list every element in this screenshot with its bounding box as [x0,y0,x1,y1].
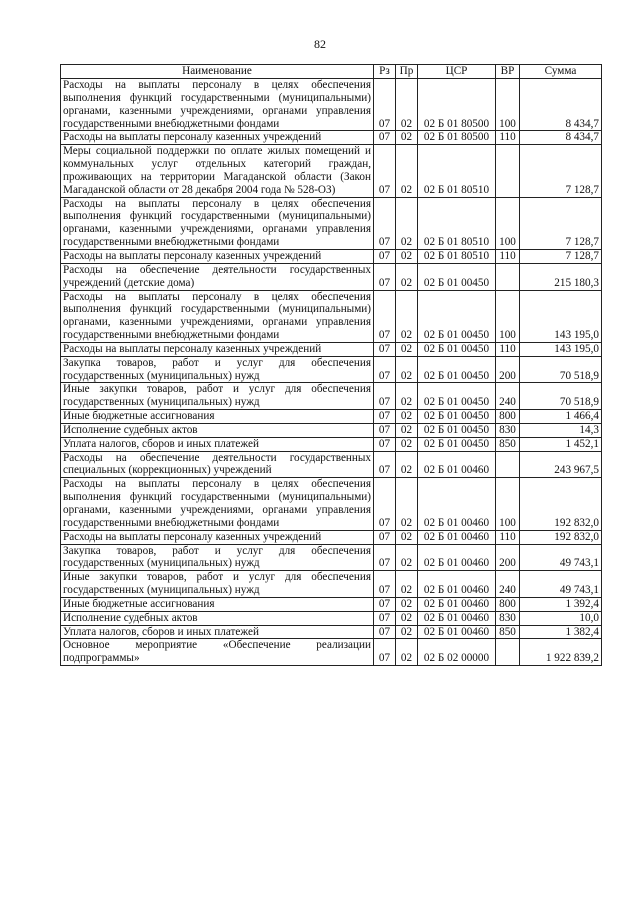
row-vr: 100 [496,478,520,530]
row-name: Уплата налогов, сборов и иных платежей [61,625,374,639]
row-vr: 240 [496,571,520,598]
header-sum: Сумма [520,65,602,79]
row-vr: 110 [496,530,520,544]
row-name: Основное мероприятие «Обеспечение реализации подпрограммы» [61,639,374,666]
row-csr: 02 Б 01 00460 [418,625,496,639]
row-name: Закупка товаров, работ и услуг для обеспечения государственных (муниципальных) нужд [61,544,374,571]
row-name: Закупка товаров, работ и услуг для обеспечения государственных (муниципальных) нужд [61,356,374,383]
row-rz: 07 [374,410,396,424]
row-pr: 02 [396,79,418,131]
row-sum: 192 832,0 [520,478,602,530]
row-sum: 70 518,9 [520,383,602,410]
table-row [61,131,602,145]
row-pr: 02 [396,544,418,571]
row-csr: 02 Б 01 80510 [418,145,496,197]
row-vr: 100 [496,290,520,342]
table-row [61,478,602,530]
row-pr: 02 [396,611,418,625]
row-vr: 800 [496,597,520,611]
row-csr: 02 Б 01 00450 [418,263,496,290]
row-vr [496,263,520,290]
row-rz: 07 [374,145,396,197]
row-sum: 1 452,1 [520,437,602,451]
row-name: Расходы на выплаты персоналу в целях обеспечения выполнения функций государственными (муниципальными) органами, казенными учреждениями, органами управления государственными внебюджетными фондами [61,197,374,249]
row-csr: 02 Б 01 80500 [418,131,496,145]
row-sum: 7 128,7 [520,197,602,249]
row-sum: 143 195,0 [520,342,602,356]
row-sum: 49 743,1 [520,544,602,571]
row-csr: 02 Б 01 00450 [418,383,496,410]
row-csr: 02 Б 02 00000 [418,639,496,666]
row-vr [496,639,520,666]
row-pr: 02 [396,478,418,530]
row-vr: 100 [496,79,520,131]
row-name: Иные бюджетные ассигнования [61,410,374,424]
table-row [61,290,602,342]
table-row [61,625,602,639]
row-pr: 02 [396,451,418,478]
row-sum: 8 434,7 [520,131,602,145]
row-name: Расходы на обеспечение деятельности государственных специальных (коррекционных) учреждений [61,451,374,478]
row-rz: 07 [374,342,396,356]
row-pr: 02 [396,342,418,356]
table-row [61,383,602,410]
table-row [61,597,602,611]
row-vr: 110 [496,342,520,356]
row-pr: 02 [396,356,418,383]
table-row [61,410,602,424]
row-vr: 850 [496,437,520,451]
row-vr: 850 [496,625,520,639]
row-vr: 100 [496,197,520,249]
table-row [61,423,602,437]
row-csr: 02 Б 01 00460 [418,478,496,530]
row-rz: 07 [374,544,396,571]
row-csr: 02 Б 01 00450 [418,342,496,356]
row-sum: 7 128,7 [520,145,602,197]
row-pr: 02 [396,625,418,639]
row-pr: 02 [396,197,418,249]
table-row [61,571,602,598]
row-pr: 02 [396,639,418,666]
row-name: Иные закупки товаров, работ и услуг для обеспечения государственных (муниципальных) нужд [61,571,374,598]
row-sum: 49 743,1 [520,571,602,598]
row-name: Расходы на выплаты персоналу казенных учреждений [61,342,374,356]
row-vr [496,451,520,478]
row-pr: 02 [396,263,418,290]
row-name: Меры социальной поддержки по оплате жилых помещений и коммунальных услуг отдельных категорий граждан, проживающих на территории Магаданской области (Закон Магаданской области от 28 декабря 2004 года № 528-ОЗ) [61,145,374,197]
table-row [61,639,602,666]
row-rz: 07 [374,290,396,342]
row-sum: 1 382,4 [520,625,602,639]
row-pr: 02 [396,383,418,410]
table-row [61,437,602,451]
row-pr: 02 [396,597,418,611]
table-row [61,145,602,197]
row-sum: 1 922 839,2 [520,639,602,666]
table-header-row [61,65,602,79]
row-sum: 7 128,7 [520,249,602,263]
table-row [61,197,602,249]
row-name: Исполнение судебных актов [61,423,374,437]
row-rz: 07 [374,597,396,611]
row-rz: 07 [374,356,396,383]
row-rz: 07 [374,571,396,598]
row-sum: 243 967,5 [520,451,602,478]
table-row [61,263,602,290]
row-rz: 07 [374,383,396,410]
row-name: Иные бюджетные ассигнования [61,597,374,611]
row-name: Исполнение судебных актов [61,611,374,625]
row-rz: 07 [374,437,396,451]
row-rz: 07 [374,423,396,437]
row-rz: 07 [374,263,396,290]
table-row [61,530,602,544]
budget-table [60,64,602,666]
row-csr: 02 Б 01 80500 [418,79,496,131]
table-row [61,451,602,478]
table-body [61,79,602,666]
row-csr: 02 Б 01 00450 [418,437,496,451]
row-sum: 8 434,7 [520,79,602,131]
row-vr: 200 [496,544,520,571]
row-pr: 02 [396,423,418,437]
row-csr: 02 Б 01 00450 [418,290,496,342]
header-csr: ЦСР [418,65,496,79]
row-sum: 14,3 [520,423,602,437]
row-name: Расходы на выплаты персоналу казенных учреждений [61,249,374,263]
row-pr: 02 [396,290,418,342]
header-name: Наименование [61,65,374,79]
row-csr: 02 Б 01 00460 [418,571,496,598]
row-name: Иные закупки товаров, работ и услуг для обеспечения государственных (муниципальных) нужд [61,383,374,410]
row-sum: 10,0 [520,611,602,625]
row-pr: 02 [396,410,418,424]
row-csr: 02 Б 01 00450 [418,356,496,383]
row-name: Расходы на выплаты персоналу казенных учреждений [61,530,374,544]
table-row [61,249,602,263]
row-sum: 192 832,0 [520,530,602,544]
row-rz: 07 [374,249,396,263]
row-csr: 02 Б 01 80510 [418,197,496,249]
row-rz: 07 [374,530,396,544]
row-name: Расходы на выплаты персоналу в целях обеспечения выполнения функций государственными (муниципальными) органами, казенными учреждениями, органами управления государственными внебюджетными фондами [61,79,374,131]
row-pr: 02 [396,571,418,598]
page-number: 82 [314,37,326,51]
row-rz: 07 [374,197,396,249]
row-sum: 70 518,9 [520,356,602,383]
table-row [61,342,602,356]
row-csr: 02 Б 01 00450 [418,410,496,424]
row-vr: 830 [496,423,520,437]
row-csr: 02 Б 01 00460 [418,611,496,625]
row-vr: 200 [496,356,520,383]
header-vr: ВР [496,65,520,79]
header-rz: Рз [374,65,396,79]
row-sum: 215 180,3 [520,263,602,290]
row-vr: 830 [496,611,520,625]
row-name: Уплата налогов, сборов и иных платежей [61,437,374,451]
row-rz: 07 [374,625,396,639]
row-csr: 02 Б 01 00460 [418,544,496,571]
row-vr [496,145,520,197]
row-name: Расходы на выплаты персоналу в целях обеспечения выполнения функций государственными (муниципальными) органами, казенными учреждениями, органами управления государственными внебюджетными фондами [61,478,374,530]
row-csr: 02 Б 01 00460 [418,597,496,611]
row-pr: 02 [396,437,418,451]
row-pr: 02 [396,530,418,544]
row-vr: 110 [496,131,520,145]
header-pr: Пр [396,65,418,79]
row-pr: 02 [396,131,418,145]
row-rz: 07 [374,639,396,666]
row-vr: 800 [496,410,520,424]
row-csr: 02 Б 01 00450 [418,423,496,437]
row-rz: 07 [374,478,396,530]
row-vr: 240 [496,383,520,410]
row-rz: 07 [374,131,396,145]
row-name: Расходы на выплаты персоналу в целях обеспечения выполнения функций государственными (муниципальными) органами, казенными учреждениями, органами управления государственными внебюджетными фондами [61,290,374,342]
row-sum: 143 195,0 [520,290,602,342]
row-csr: 02 Б 01 00460 [418,530,496,544]
row-name: Расходы на обеспечение деятельности государственных учреждений (детские дома) [61,263,374,290]
table-row [61,356,602,383]
row-pr: 02 [396,249,418,263]
row-csr: 02 Б 01 00460 [418,451,496,478]
row-vr: 110 [496,249,520,263]
table-row [61,79,602,131]
row-csr: 02 Б 01 80510 [418,249,496,263]
table-row [61,611,602,625]
table-row [61,544,602,571]
row-sum: 1 392,4 [520,597,602,611]
row-rz: 07 [374,611,396,625]
row-rz: 07 [374,79,396,131]
row-pr: 02 [396,145,418,197]
row-sum: 1 466,4 [520,410,602,424]
row-rz: 07 [374,451,396,478]
row-name: Расходы на выплаты персоналу казенных учреждений [61,131,374,145]
